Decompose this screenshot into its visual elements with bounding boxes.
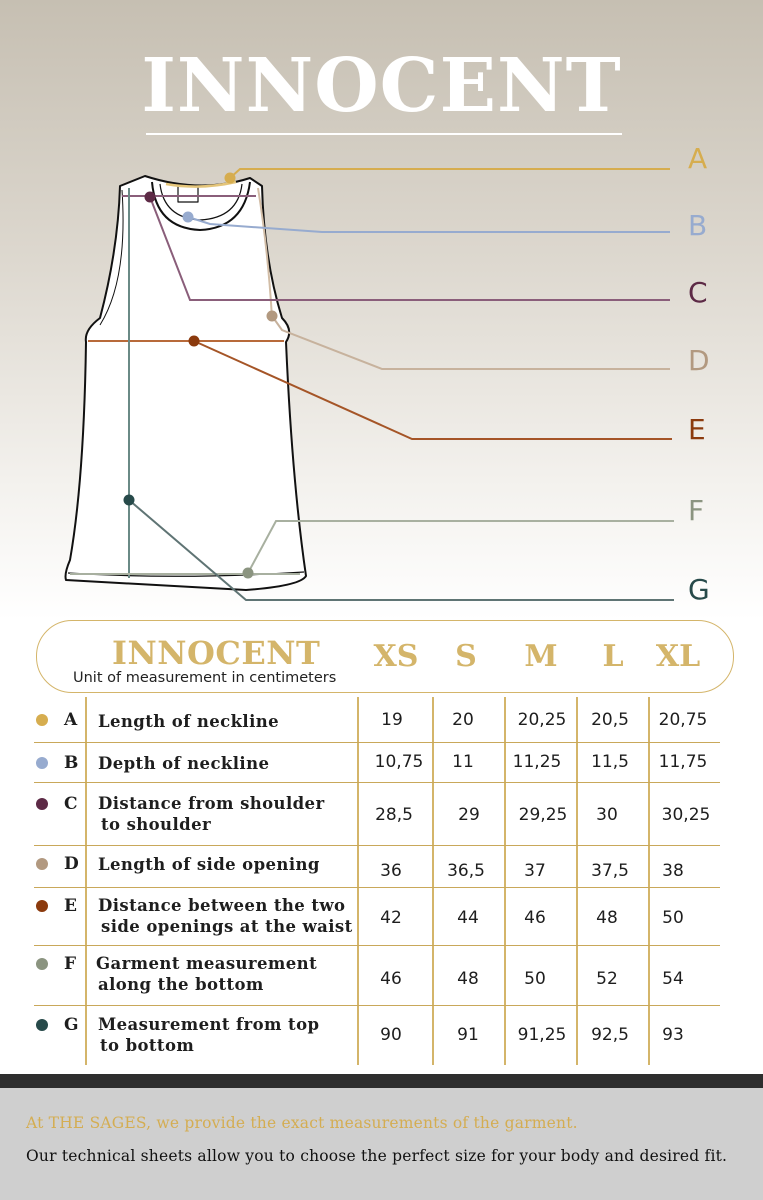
footer-description: Our technical sheets allow you to choose the perfect size for your body and desired fit. bbox=[26, 1147, 728, 1165]
row-letter: B bbox=[64, 753, 79, 773]
value-xl: 54 bbox=[662, 969, 684, 989]
value-xs: 46 bbox=[380, 969, 402, 989]
value-m: 46 bbox=[524, 908, 546, 928]
value-m: 50 bbox=[524, 969, 546, 989]
value-s: 11 bbox=[452, 752, 474, 772]
value-s: 91 bbox=[457, 1025, 479, 1045]
row-letter: E bbox=[64, 896, 77, 916]
size-header-s: S bbox=[455, 639, 477, 674]
marker-dot-e bbox=[189, 336, 200, 347]
color-dot bbox=[36, 1019, 48, 1031]
row-description: Garment measurement along the bottom bbox=[96, 954, 318, 994]
footer-divider-bar bbox=[0, 1074, 763, 1088]
table-row bbox=[0, 782, 763, 845]
color-dot bbox=[36, 958, 48, 970]
value-xl: 93 bbox=[662, 1025, 684, 1045]
marker-label-d: D bbox=[688, 344, 710, 377]
value-xl: 50 bbox=[662, 908, 684, 928]
table-row bbox=[0, 845, 763, 887]
marker-dot-g bbox=[124, 495, 135, 506]
table-row bbox=[0, 697, 763, 742]
value-s: 29 bbox=[458, 805, 480, 825]
footer bbox=[0, 1088, 763, 1200]
value-m: 11,25 bbox=[512, 752, 562, 772]
row-description: Length of neckline bbox=[98, 712, 280, 731]
neck-label bbox=[178, 186, 198, 202]
value-s: 48 bbox=[457, 969, 479, 989]
row-description: Distance between the two side openings at the waist bbox=[98, 896, 353, 936]
row-letter: A bbox=[64, 710, 78, 730]
value-xl: 11,75 bbox=[658, 752, 708, 772]
value-xs: 28,5 bbox=[375, 805, 413, 825]
table-row bbox=[0, 945, 763, 1005]
value-xs: 10,75 bbox=[374, 752, 424, 772]
marker-dot-a bbox=[225, 173, 236, 184]
row-letter: F bbox=[64, 954, 77, 974]
marker-dot-f bbox=[243, 568, 254, 579]
marker-label-g: G bbox=[688, 573, 710, 606]
garment-sketch bbox=[66, 176, 307, 590]
value-l: 92,5 bbox=[591, 1025, 629, 1045]
row-letter: C bbox=[64, 794, 78, 814]
value-l: 52 bbox=[596, 969, 618, 989]
row-letter: D bbox=[64, 854, 79, 874]
value-m: 29,25 bbox=[518, 805, 568, 825]
table-row bbox=[0, 1005, 763, 1065]
row-description: Length of side opening bbox=[98, 855, 320, 874]
marker-dot-d bbox=[267, 311, 278, 322]
dress-outline bbox=[66, 176, 307, 590]
row-description: Depth of neckline bbox=[98, 754, 270, 773]
leader-a bbox=[230, 169, 670, 178]
color-dot bbox=[36, 858, 48, 870]
value-l: 37,5 bbox=[591, 861, 629, 881]
marker-label-b: B bbox=[688, 209, 708, 242]
value-s: 36,5 bbox=[447, 861, 485, 881]
value-xl: 20,75 bbox=[658, 710, 708, 730]
value-m: 37 bbox=[524, 861, 546, 881]
value-m: 20,25 bbox=[517, 710, 567, 730]
marker-label-f: F bbox=[688, 494, 705, 527]
table-unit-note: Unit of measurement in centimeters bbox=[73, 670, 337, 686]
value-s: 20 bbox=[452, 710, 474, 730]
value-xs: 19 bbox=[381, 710, 403, 730]
footer-tagline: At THE SAGES, we provide the exact measurements of the garment. bbox=[26, 1114, 578, 1132]
marker-dot-c bbox=[145, 192, 156, 203]
value-l: 20,5 bbox=[591, 710, 629, 730]
table-product-name: INNOCENT bbox=[112, 634, 321, 672]
row-description: Distance from shoulder to shoulder bbox=[98, 794, 325, 834]
marker-label-e: E bbox=[688, 413, 706, 446]
size-header-xs: XS bbox=[373, 639, 419, 674]
table-row bbox=[0, 887, 763, 945]
size-header-xl: XL bbox=[655, 639, 701, 674]
marker-dot-b bbox=[183, 212, 194, 223]
value-s: 44 bbox=[457, 908, 479, 928]
color-dot bbox=[36, 900, 48, 912]
leader-d bbox=[272, 316, 670, 369]
value-xl: 38 bbox=[662, 861, 684, 881]
value-l: 30 bbox=[596, 805, 618, 825]
size-header-l: L bbox=[602, 639, 624, 674]
marker-label-c: C bbox=[688, 276, 708, 309]
value-xl: 30,25 bbox=[661, 805, 711, 825]
row-description: Measurement from top to bottom bbox=[98, 1015, 320, 1055]
table-row bbox=[0, 742, 763, 782]
brand-title: INNOCENT bbox=[141, 43, 622, 129]
color-dot bbox=[36, 798, 48, 810]
value-l: 48 bbox=[596, 908, 618, 928]
color-dot bbox=[36, 757, 48, 769]
leader-f bbox=[248, 521, 674, 573]
value-l: 11,5 bbox=[591, 752, 629, 772]
value-xs: 42 bbox=[380, 908, 402, 928]
size-header-m: M bbox=[524, 639, 558, 674]
marker-label-a: A bbox=[688, 142, 708, 175]
color-dot bbox=[36, 714, 48, 726]
value-m: 91,25 bbox=[517, 1025, 567, 1045]
row-letter: G bbox=[64, 1015, 79, 1035]
value-xs: 90 bbox=[380, 1025, 402, 1045]
value-xs: 36 bbox=[380, 861, 402, 881]
